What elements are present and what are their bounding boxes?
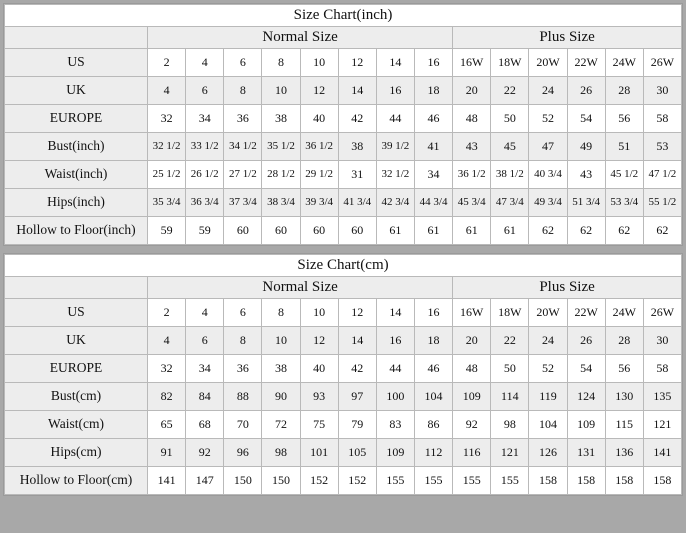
cell-value: 29 1/2 bbox=[300, 161, 338, 189]
cell-value: 32 1/2 bbox=[376, 161, 414, 189]
cell-value: 45 3/4 bbox=[453, 189, 491, 217]
cell-value: 4 bbox=[186, 299, 224, 327]
cell-value: 60 bbox=[300, 217, 338, 245]
cell-value: 22 bbox=[491, 77, 529, 105]
cell-value: 26 bbox=[567, 77, 605, 105]
cell-value: 70 bbox=[224, 411, 262, 439]
cell-value: 38 1/2 bbox=[491, 161, 529, 189]
cell-value: 147 bbox=[186, 467, 224, 495]
cell-value: 83 bbox=[376, 411, 414, 439]
cell-value: 37 3/4 bbox=[224, 189, 262, 217]
table-row bbox=[5, 327, 682, 355]
cell-value: 45 1/2 bbox=[605, 161, 643, 189]
cell-value: 115 bbox=[605, 411, 643, 439]
cell-value: 68 bbox=[186, 411, 224, 439]
row-label: US bbox=[5, 299, 148, 327]
cell-value: 121 bbox=[491, 439, 529, 467]
cell-value: 131 bbox=[567, 439, 605, 467]
cell-value: 105 bbox=[338, 439, 376, 467]
cell-value: 50 bbox=[491, 105, 529, 133]
cell-value: 38 bbox=[338, 133, 376, 161]
table-row bbox=[5, 355, 682, 383]
cell-value: 49 bbox=[567, 133, 605, 161]
cell-value: 86 bbox=[414, 411, 452, 439]
table-row bbox=[5, 49, 682, 77]
cell-value: 42 bbox=[338, 105, 376, 133]
cell-value: 36 3/4 bbox=[186, 189, 224, 217]
cell-value: 4 bbox=[148, 327, 186, 355]
cell-value: 82 bbox=[148, 383, 186, 411]
table-row bbox=[5, 105, 682, 133]
cell-value: 155 bbox=[376, 467, 414, 495]
cell-value: 51 3/4 bbox=[567, 189, 605, 217]
cell-value: 38 bbox=[262, 355, 300, 383]
cell-value: 38 bbox=[262, 105, 300, 133]
cell-value: 97 bbox=[338, 383, 376, 411]
cell-value: 22 bbox=[491, 327, 529, 355]
cell-value: 10 bbox=[300, 49, 338, 77]
cell-value: 41 3/4 bbox=[338, 189, 376, 217]
row-label: Bust(cm) bbox=[5, 383, 148, 411]
cell-value: 12 bbox=[300, 327, 338, 355]
chart-title: Size Chart(inch) bbox=[5, 5, 682, 27]
cell-value: 79 bbox=[338, 411, 376, 439]
cell-value: 109 bbox=[567, 411, 605, 439]
cell-value: 20W bbox=[529, 299, 567, 327]
cell-value: 130 bbox=[605, 383, 643, 411]
cell-value: 61 bbox=[453, 217, 491, 245]
row-label: Bust(inch) bbox=[5, 133, 148, 161]
cell-value: 104 bbox=[529, 411, 567, 439]
cell-value: 62 bbox=[529, 217, 567, 245]
size-charts-root bbox=[0, 3, 686, 496]
cell-value: 126 bbox=[529, 439, 567, 467]
cell-value: 44 bbox=[376, 105, 414, 133]
cell-value: 8 bbox=[224, 327, 262, 355]
cell-value: 104 bbox=[414, 383, 452, 411]
cell-value: 2 bbox=[148, 299, 186, 327]
cell-value: 4 bbox=[186, 49, 224, 77]
cell-value: 16W bbox=[453, 299, 491, 327]
group-header: Plus Size bbox=[453, 277, 682, 299]
cell-value: 48 bbox=[453, 355, 491, 383]
cell-value: 32 bbox=[148, 105, 186, 133]
cell-value: 60 bbox=[262, 217, 300, 245]
cell-value: 18 bbox=[414, 77, 452, 105]
cell-value: 8 bbox=[262, 49, 300, 77]
cell-value: 59 bbox=[186, 217, 224, 245]
cell-value: 150 bbox=[262, 467, 300, 495]
chart-corner-cell bbox=[5, 27, 148, 49]
cell-value: 18W bbox=[491, 299, 529, 327]
cell-value: 60 bbox=[224, 217, 262, 245]
row-label: Waist(cm) bbox=[5, 411, 148, 439]
cell-value: 100 bbox=[376, 383, 414, 411]
cell-value: 109 bbox=[376, 439, 414, 467]
size-chart-inch bbox=[3, 3, 683, 246]
cell-value: 84 bbox=[186, 383, 224, 411]
row-label: UK bbox=[5, 327, 148, 355]
cell-value: 52 bbox=[529, 355, 567, 383]
cell-value: 93 bbox=[300, 383, 338, 411]
cell-value: 44 3/4 bbox=[414, 189, 452, 217]
cell-value: 16 bbox=[414, 49, 452, 77]
cell-value: 31 bbox=[338, 161, 376, 189]
cell-value: 6 bbox=[224, 49, 262, 77]
cell-value: 27 1/2 bbox=[224, 161, 262, 189]
cell-value: 22W bbox=[567, 49, 605, 77]
group-header: Plus Size bbox=[453, 27, 682, 49]
cell-value: 98 bbox=[491, 411, 529, 439]
cell-value: 124 bbox=[567, 383, 605, 411]
cell-value: 10 bbox=[262, 77, 300, 105]
row-label: Hips(cm) bbox=[5, 439, 148, 467]
cell-value: 33 1/2 bbox=[186, 133, 224, 161]
cell-value: 25 1/2 bbox=[148, 161, 186, 189]
cell-value: 24W bbox=[605, 299, 643, 327]
cell-value: 136 bbox=[605, 439, 643, 467]
cell-value: 62 bbox=[643, 217, 681, 245]
cell-value: 16 bbox=[414, 299, 452, 327]
cell-value: 155 bbox=[453, 467, 491, 495]
cell-value: 54 bbox=[567, 105, 605, 133]
chart-title: Size Chart(cm) bbox=[5, 255, 682, 277]
row-label: Hips(inch) bbox=[5, 189, 148, 217]
cell-value: 58 bbox=[643, 355, 681, 383]
cell-value: 38 3/4 bbox=[262, 189, 300, 217]
cell-value: 92 bbox=[453, 411, 491, 439]
cell-value: 39 3/4 bbox=[300, 189, 338, 217]
row-label: EUROPE bbox=[5, 105, 148, 133]
cell-value: 32 1/2 bbox=[148, 133, 186, 161]
cell-value: 14 bbox=[338, 77, 376, 105]
size-chart-table bbox=[4, 254, 682, 495]
cell-value: 12 bbox=[338, 299, 376, 327]
row-label: US bbox=[5, 49, 148, 77]
cell-value: 47 bbox=[529, 133, 567, 161]
cell-value: 24 bbox=[529, 327, 567, 355]
cell-value: 52 bbox=[529, 105, 567, 133]
cell-value: 72 bbox=[262, 411, 300, 439]
cell-value: 90 bbox=[262, 383, 300, 411]
cell-value: 101 bbox=[300, 439, 338, 467]
cell-value: 43 bbox=[567, 161, 605, 189]
cell-value: 2 bbox=[148, 49, 186, 77]
cell-value: 46 bbox=[414, 105, 452, 133]
group-header: Normal Size bbox=[148, 27, 453, 49]
cell-value: 30 bbox=[643, 327, 681, 355]
cell-value: 55 1/2 bbox=[643, 189, 681, 217]
group-header: Normal Size bbox=[148, 277, 453, 299]
cell-value: 65 bbox=[148, 411, 186, 439]
cell-value: 14 bbox=[376, 299, 414, 327]
table-row bbox=[5, 383, 682, 411]
cell-value: 34 bbox=[186, 355, 224, 383]
cell-value: 28 bbox=[605, 77, 643, 105]
cell-value: 158 bbox=[567, 467, 605, 495]
cell-value: 54 bbox=[567, 355, 605, 383]
cell-value: 32 bbox=[148, 355, 186, 383]
cell-value: 20W bbox=[529, 49, 567, 77]
cell-value: 26 bbox=[567, 327, 605, 355]
cell-value: 24 bbox=[529, 77, 567, 105]
table-row bbox=[5, 439, 682, 467]
cell-value: 62 bbox=[567, 217, 605, 245]
size-chart-cm bbox=[3, 253, 683, 496]
cell-value: 18 bbox=[414, 327, 452, 355]
cell-value: 26W bbox=[643, 299, 681, 327]
cell-value: 62 bbox=[605, 217, 643, 245]
cell-value: 42 bbox=[338, 355, 376, 383]
cell-value: 92 bbox=[186, 439, 224, 467]
cell-value: 28 1/2 bbox=[262, 161, 300, 189]
cell-value: 36 bbox=[224, 105, 262, 133]
cell-value: 12 bbox=[300, 77, 338, 105]
cell-value: 43 bbox=[453, 133, 491, 161]
cell-value: 22W bbox=[567, 299, 605, 327]
cell-value: 10 bbox=[300, 299, 338, 327]
cell-value: 53 bbox=[643, 133, 681, 161]
table-row bbox=[5, 467, 682, 495]
cell-value: 155 bbox=[414, 467, 452, 495]
cell-value: 114 bbox=[491, 383, 529, 411]
cell-value: 56 bbox=[605, 355, 643, 383]
cell-value: 6 bbox=[186, 77, 224, 105]
cell-value: 155 bbox=[491, 467, 529, 495]
cell-value: 36 1/2 bbox=[453, 161, 491, 189]
cell-value: 26 1/2 bbox=[186, 161, 224, 189]
cell-value: 158 bbox=[529, 467, 567, 495]
cell-value: 88 bbox=[224, 383, 262, 411]
row-label: Waist(inch) bbox=[5, 161, 148, 189]
cell-value: 12 bbox=[338, 49, 376, 77]
cell-value: 34 1/2 bbox=[224, 133, 262, 161]
cell-value: 26W bbox=[643, 49, 681, 77]
cell-value: 56 bbox=[605, 105, 643, 133]
cell-value: 35 3/4 bbox=[148, 189, 186, 217]
cell-value: 8 bbox=[262, 299, 300, 327]
cell-value: 24W bbox=[605, 49, 643, 77]
cell-value: 58 bbox=[643, 105, 681, 133]
row-label: Hollow to Floor(cm) bbox=[5, 467, 148, 495]
table-row bbox=[5, 217, 682, 245]
cell-value: 75 bbox=[300, 411, 338, 439]
cell-value: 47 3/4 bbox=[491, 189, 529, 217]
cell-value: 36 bbox=[224, 355, 262, 383]
cell-value: 20 bbox=[453, 327, 491, 355]
cell-value: 41 bbox=[414, 133, 452, 161]
row-label: UK bbox=[5, 77, 148, 105]
cell-value: 14 bbox=[376, 49, 414, 77]
cell-value: 16 bbox=[376, 327, 414, 355]
cell-value: 61 bbox=[491, 217, 529, 245]
cell-value: 152 bbox=[300, 467, 338, 495]
cell-value: 48 bbox=[453, 105, 491, 133]
cell-value: 6 bbox=[186, 327, 224, 355]
cell-value: 119 bbox=[529, 383, 567, 411]
table-row bbox=[5, 133, 682, 161]
cell-value: 34 bbox=[186, 105, 224, 133]
cell-value: 61 bbox=[414, 217, 452, 245]
cell-value: 8 bbox=[224, 77, 262, 105]
cell-value: 59 bbox=[148, 217, 186, 245]
cell-value: 40 bbox=[300, 355, 338, 383]
cell-value: 28 bbox=[605, 327, 643, 355]
cell-value: 158 bbox=[605, 467, 643, 495]
chart-corner-cell bbox=[5, 277, 148, 299]
cell-value: 36 1/2 bbox=[300, 133, 338, 161]
cell-value: 40 bbox=[300, 105, 338, 133]
cell-value: 20 bbox=[453, 77, 491, 105]
cell-value: 6 bbox=[224, 299, 262, 327]
cell-value: 116 bbox=[453, 439, 491, 467]
cell-value: 91 bbox=[148, 439, 186, 467]
cell-value: 60 bbox=[338, 217, 376, 245]
table-row bbox=[5, 77, 682, 105]
row-label: Hollow to Floor(inch) bbox=[5, 217, 148, 245]
cell-value: 135 bbox=[643, 383, 681, 411]
row-label: EUROPE bbox=[5, 355, 148, 383]
cell-value: 109 bbox=[453, 383, 491, 411]
cell-value: 61 bbox=[376, 217, 414, 245]
cell-value: 4 bbox=[148, 77, 186, 105]
table-row bbox=[5, 411, 682, 439]
cell-value: 152 bbox=[338, 467, 376, 495]
cell-value: 98 bbox=[262, 439, 300, 467]
size-chart-table bbox=[4, 4, 682, 245]
cell-value: 39 1/2 bbox=[376, 133, 414, 161]
cell-value: 16 bbox=[376, 77, 414, 105]
table-row bbox=[5, 299, 682, 327]
cell-value: 16W bbox=[453, 49, 491, 77]
cell-value: 34 bbox=[414, 161, 452, 189]
cell-value: 10 bbox=[262, 327, 300, 355]
cell-value: 45 bbox=[491, 133, 529, 161]
cell-value: 42 3/4 bbox=[376, 189, 414, 217]
table-row bbox=[5, 161, 682, 189]
cell-value: 49 3/4 bbox=[529, 189, 567, 217]
cell-value: 141 bbox=[643, 439, 681, 467]
cell-value: 50 bbox=[491, 355, 529, 383]
cell-value: 40 3/4 bbox=[529, 161, 567, 189]
cell-value: 112 bbox=[414, 439, 452, 467]
cell-value: 47 1/2 bbox=[643, 161, 681, 189]
cell-value: 158 bbox=[643, 467, 681, 495]
cell-value: 46 bbox=[414, 355, 452, 383]
cell-value: 30 bbox=[643, 77, 681, 105]
cell-value: 35 1/2 bbox=[262, 133, 300, 161]
cell-value: 150 bbox=[224, 467, 262, 495]
cell-value: 18W bbox=[491, 49, 529, 77]
cell-value: 44 bbox=[376, 355, 414, 383]
cell-value: 96 bbox=[224, 439, 262, 467]
cell-value: 121 bbox=[643, 411, 681, 439]
cell-value: 141 bbox=[148, 467, 186, 495]
table-row bbox=[5, 189, 682, 217]
cell-value: 14 bbox=[338, 327, 376, 355]
cell-value: 53 3/4 bbox=[605, 189, 643, 217]
cell-value: 51 bbox=[605, 133, 643, 161]
